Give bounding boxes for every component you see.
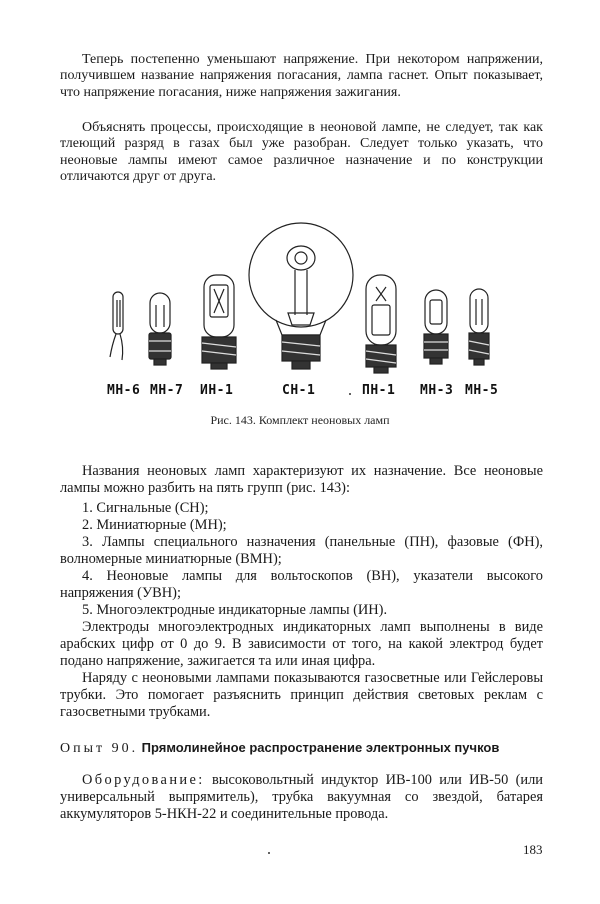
paragraph-explanation: Объяснять процессы, происходящие в неоновой лампе, не следует, так как тлеющий разряд в газах был уже разобран. Следует только указать, что неоновые лампы имеют самое различное назначение и по конструкции отличаются друг от друга. <box>60 120 543 185</box>
equipment-text: высоковольтный индуктор ИВ-100 или ИВ-50 (или универсальный выпрямитель), трубка вакуумная со звездой, батарея аккумуляторов 5-НКН-22 и соединительные провода. <box>60 772 543 822</box>
list-item: 1. Сигнальные (СН); <box>82 500 209 516</box>
lamp-mn3-drawing <box>424 290 448 364</box>
paragraph-extinction-voltage: Теперь постепенно уменьшают напряжение. При некотором напряжении, получившем название напряжения погасания, лампа гаснет. Опыт показывает, что напряжение погасания, ниже напряжения зажигания. <box>60 52 543 100</box>
figure-caption: Рис. 143. Комплект неоновых ламп <box>210 413 390 427</box>
lamp-mn5-drawing <box>469 289 489 365</box>
list-item: 4. Неоновые лампы для вольтоскопов (ВН), указатели высокого напряжения (УВН); <box>60 568 543 601</box>
equipment-paragraph <box>60 772 543 823</box>
lamp-mn7-drawing <box>149 293 171 365</box>
equipment-label: Оборудование: <box>82 772 205 788</box>
lamp-in1-drawing <box>202 275 236 369</box>
lamp-mn6-drawing <box>110 292 123 360</box>
page-number: 183 <box>523 842 543 857</box>
lamp-label-pn1: ПН-1 <box>362 383 396 398</box>
print-speck <box>349 393 351 395</box>
lamp-label-mn7: МН-7 <box>150 383 184 398</box>
print-speck <box>268 852 270 854</box>
neon-lamps-figure <box>90 205 510 405</box>
lamp-label-sn1: СН-1 <box>282 383 316 398</box>
list-item: 5. Многоэлектродные индикаторные лампы (ИН). <box>82 602 388 618</box>
experiment-title: Прямолинейное распространение электронных пучков <box>141 740 500 755</box>
lamp-sn1-drawing <box>249 223 353 369</box>
lamp-pn1-drawing <box>366 275 396 373</box>
paragraph-lamp-groups: Названия неоновых ламп характеризуют их назначение. Все неоновые лампы можно разбить на пять групп (рис. 143): <box>60 463 543 496</box>
lamp-label-mn3: МН-3 <box>420 383 454 398</box>
experiment-heading <box>60 740 499 757</box>
lamp-label-mn5: МН-5 <box>465 383 499 398</box>
list-item: 3. Лампы специального назначения (панельные (ПН), фазовые (ФН), волномерные миниатюрные (ВМН); <box>60 534 543 567</box>
lamp-label-mn6: МН-6 <box>107 383 141 398</box>
list-item: 2. Миниатюрные (МН); <box>82 517 227 533</box>
paragraph-gas-tubes: Наряду с неоновыми лампами показываются газосветные или Гейслеровы трубки. Это помогает разъяснить принцип действия световых реклам с газосветными трубками. <box>60 670 543 720</box>
paragraph-electrodes: Электроды многоэлектродных индикаторных ламп выполнены в виде арабских цифр от 0 до 9. В зависимости от того, на какой электрод будет подано напряжение, зажигается та или иная цифра. <box>60 619 543 669</box>
lamp-label-in1: ИН-1 <box>200 383 234 398</box>
experiment-number: Опыт 90. <box>60 741 139 756</box>
